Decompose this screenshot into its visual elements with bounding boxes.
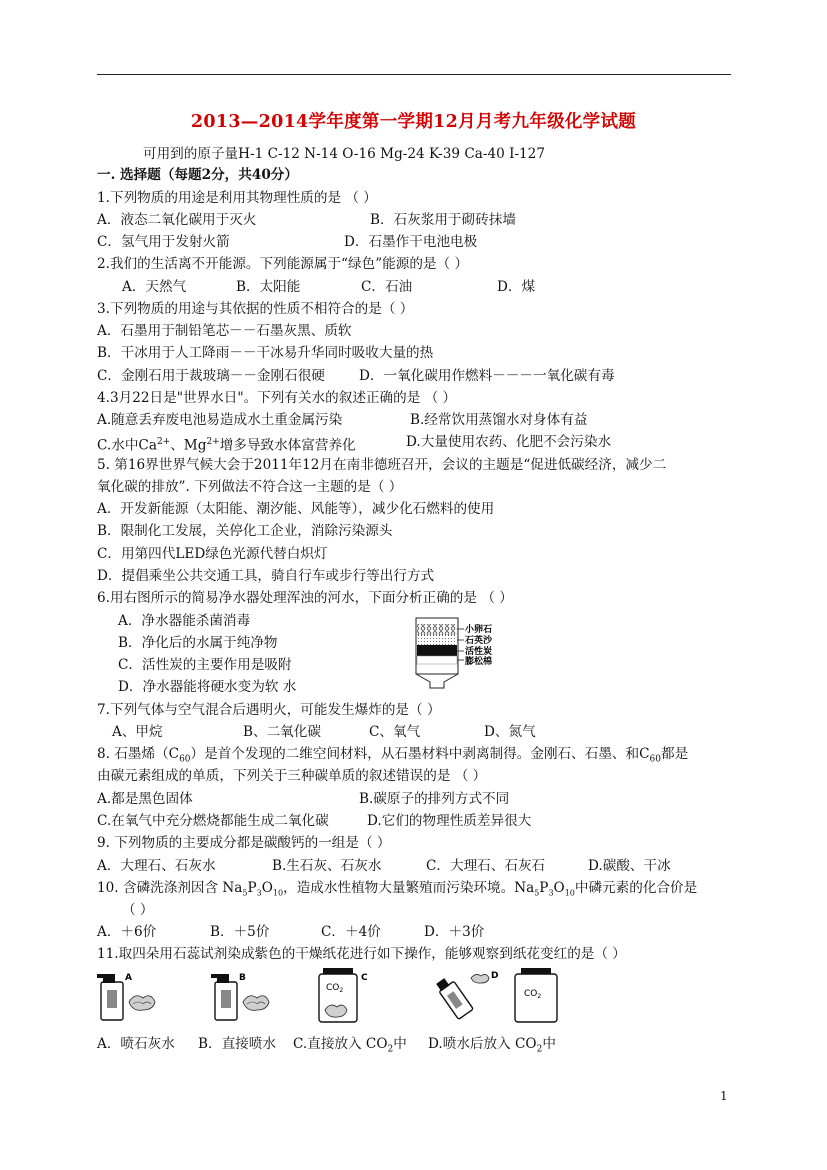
q3-option-c: C．金刚石用于裁玻璃－－金刚石很硬 (97, 368, 325, 384)
q3-stem: 3.下列物质的用途与其依据的性质不相符合的是（ ） (97, 301, 414, 317)
exam-title: 2013—2014学年度第一学期12月月考九年级化学试题 (190, 112, 637, 132)
q10-sub5: 3 (548, 888, 554, 898)
q11-stem: 11.取四朵用石蕊试剂染成紫色的干燥纸花进行如下操作，能够观察到纸花变红的是（ ） (97, 946, 626, 962)
q4-c-post: 增多导致水体富营养化 (219, 437, 356, 454)
q4-option-d: D.大量使用农药、化肥不会污染水 (406, 434, 612, 450)
q8-option-c: C.在氧气中充分燃烧都能生成二氧化碳 (97, 813, 329, 829)
q8-sub2: 60 (649, 754, 661, 765)
q6-option-d: D．净水器能将硬水变为软 水 (118, 679, 297, 695)
q8-stem-post: 都是 (660, 746, 689, 762)
water-filter-figure (408, 616, 500, 692)
q10-option-d: D．＋3价 (424, 924, 485, 940)
q8-option-b: B.碳原子的排列方式不同 (359, 791, 510, 807)
q7-option-a: A、甲烷 (112, 724, 163, 740)
q9-option-d: D.碳酸、干冰 (588, 858, 671, 874)
litmus-flower-figure (97, 964, 567, 1026)
q5-stem-line1: 5. 第16界世界气候大会于2011年12月在南非德班召开，会议的主题是“促进低碳经济，减少二 (97, 457, 667, 473)
q10-stem-post: 中磷元素的化合价是 (574, 880, 698, 896)
q3-option-a: A．石墨用于制铅笔芯－－石墨灰黑、质软 (97, 323, 352, 339)
label-d: D (491, 971, 499, 981)
q5-option-b: B．限制化工发展，关停化工企业，消除污染源头 (97, 523, 393, 539)
setup-a (97, 973, 155, 1020)
q10-o2: O (553, 880, 565, 896)
q4-c-mid: 、Mg (170, 437, 207, 454)
q4-option-b: B.经常饮用蒸馏水对身体有益 (410, 412, 588, 428)
label-c: C (361, 973, 368, 983)
q11-option-d (428, 1034, 556, 1060)
q1-option-d: D．石墨作干电池电极 (344, 234, 478, 250)
q10-sub1: 5 (242, 888, 248, 898)
q11-option-b: B．直接喷水 (198, 1036, 276, 1052)
q11-d-post: 中 (542, 1036, 556, 1052)
q4-option-c (97, 432, 356, 456)
q2-option-d: D．煤 (497, 279, 536, 295)
q4-c-pre: C.水中Ca (97, 437, 157, 454)
q10-stem-pre: 10. 含磷洗涤剂因含 Na (97, 880, 243, 896)
q11-option-a: A．喷石灰水 (97, 1036, 175, 1052)
q2-option-b: B．太阳能 (236, 279, 301, 295)
q7-option-c: C、氧气 (369, 724, 421, 740)
setup-d (434, 968, 557, 1022)
q8-stem-pre: 8. 石墨烯（C (97, 746, 180, 762)
q6-option-a: A．净水器能杀菌消毒 (118, 613, 251, 629)
co2-label-c: $CO_2$ (326, 983, 344, 994)
charcoal-layer (417, 645, 457, 656)
q5-stem-line2: 氧化碳的排放”. 下列做法不符合这一主题的是（ ） (97, 479, 403, 495)
pebble-layer (417, 624, 457, 635)
q6-option-c: C．活性炭的主要作用是吸附 (118, 657, 292, 673)
q10-sub6: 10 (564, 888, 575, 898)
q10-option-b: B．＋5价 (210, 924, 270, 940)
q11-d-sub: 2 (536, 1044, 543, 1055)
label-sand: 石英沙 (465, 636, 493, 646)
q9-option-b: B.生石灰、石灰水 (272, 858, 382, 874)
q10-p1: P (247, 880, 257, 896)
q7-option-b: B、二氧化碳 (243, 724, 321, 740)
q11-option-c (293, 1034, 407, 1060)
q1-option-c: C．氢气用于发射火箭 (97, 234, 230, 250)
q6-stem: 6.用右图所示的简易净水器处理浑浊的河水，下面分析正确的是 （ ） (97, 590, 513, 606)
q9-option-a: A．大理石、石灰水 (97, 858, 216, 874)
q1-stem: 1.下列物质的用途是利用其物理性质的是 （ ） (97, 190, 377, 206)
q11-d-pre: D.喷水后放入 CO (428, 1036, 537, 1052)
label-pebbles: 小卵石 (465, 625, 493, 635)
q4-stem: 4.3月22日是"世界水日"。下列有关水的叙述正确的是 （ ） (97, 390, 457, 406)
q6-option-b: B．净化后的水属于纯净物 (118, 635, 278, 651)
q10-sub4: 5 (534, 888, 540, 898)
section-heading: 一. 选择题（每题2分，共40分） (97, 167, 298, 183)
sand-layer (417, 635, 457, 645)
q5-option-c: C．用第四代LED绿色光源代替白炽灯 (97, 546, 328, 562)
label-cotton: 膨松棉 (465, 657, 493, 667)
co2-label-d: $CO_2$ (524, 989, 542, 1000)
q9-stem: 9. 下列物质的主要成分都是碳酸钙的一组是（ ） (97, 835, 391, 851)
q10-option-c: C．＋4价 (321, 924, 381, 940)
q10-stem (97, 878, 697, 904)
q4-c-sup1: 2+ (156, 437, 171, 447)
q8-sub1: 60 (179, 754, 191, 765)
q11-c-sub: 2 (387, 1044, 394, 1055)
q10-sub3: 10 (272, 888, 284, 898)
q7-option-d: D、氮气 (484, 724, 536, 740)
header-rule (97, 74, 731, 75)
q10-o1: O (261, 880, 273, 896)
q8-option-a: A.都是黑色固体 (97, 791, 193, 807)
q10-option-a: A．＋6价 (97, 924, 157, 940)
q11-c-post: 中 (393, 1036, 407, 1052)
q10-paren: （ ） (122, 902, 154, 918)
q5-option-d: D．提倡乘坐公共交通工具，骑自行车或步行等出行方式 (97, 568, 435, 584)
q9-option-c: C．大理石、石灰石 (426, 858, 546, 874)
q2-option-a: A．天然气 (122, 279, 187, 295)
q8-option-d: D.它们的物理性质差异很大 (367, 813, 532, 829)
q2-stem: 2.我们的生活离不开能源。下列能源属于“绿色”能源的是（ ） (97, 256, 469, 272)
q10-sub2: 3 (256, 888, 262, 898)
label-b: B (239, 973, 246, 983)
label-a: A (125, 973, 132, 983)
q10-stem-mid: ，造成水性植物大量繁殖而污染环境。Na (283, 880, 535, 896)
q5-option-a: A．开发新能源（太阳能、潮汐能、风能等），减少化石燃料的使用 (97, 501, 495, 517)
page-number: 1 (720, 1089, 728, 1103)
q11-c-pre: C.直接放入 CO (293, 1036, 388, 1052)
q1-option-b: B．石灰浆用于砌砖抹墙 (370, 212, 516, 228)
atomic-masses: 可用到的原子量H-1 C-12 N-14 O-16 Mg-24 K-39 Ca-40 I-127 (143, 146, 545, 162)
q1-option-a: A．液态二氧化碳用于灭火 (97, 212, 257, 228)
q3-option-b: B．干冰用于人工降雨－－干冰易升华同时吸收大量的热 (97, 345, 434, 361)
q2-option-c: C．石油 (361, 279, 413, 295)
q7-stem: 7.下列气体与空气混合后遇明火，可能发生爆炸的是（ ） (97, 702, 441, 718)
q3-option-d: D．一氧化碳用作燃料－－－一氧化碳有毒 (359, 368, 615, 384)
q8-stem-mid: ）是首个发现的二维空间材料，从石墨材料中剥离制得。金刚石、石墨、和C (190, 746, 650, 762)
setup-b (211, 973, 269, 1020)
cotton-layer (417, 656, 457, 664)
label-charcoal: 活性炭 (465, 647, 493, 657)
q10-p2: P (539, 880, 549, 896)
q4-c-sup2: 2+ (206, 437, 220, 447)
q4-option-a: A.随意丢弃废电池易造成水土重金属污染 (97, 412, 343, 428)
setup-c (319, 968, 368, 1022)
q8-stem-line2: 由碳元素组成的单质，下列关于三种碳单质的叙述错误的是 （ ） (97, 768, 487, 784)
